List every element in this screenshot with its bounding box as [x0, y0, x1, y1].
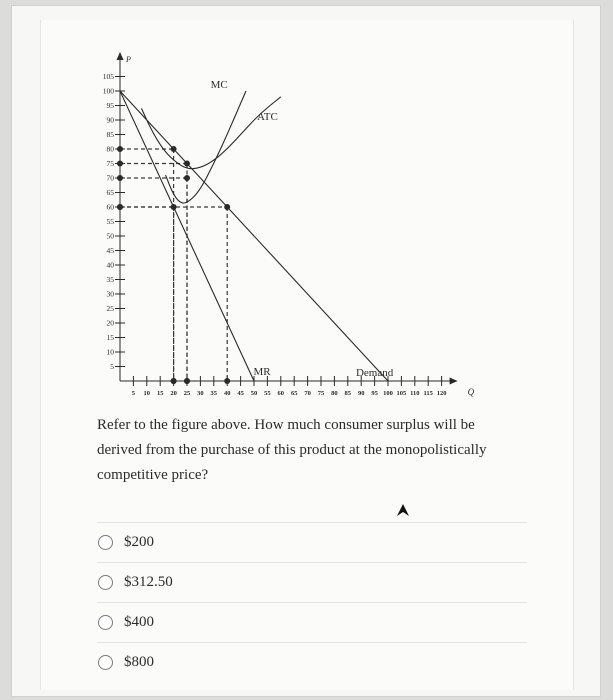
y-tick-label: 95 [106, 101, 114, 110]
radio-button[interactable] [98, 655, 113, 670]
x-tick-label: 35 [210, 390, 218, 397]
mc-curve [166, 91, 246, 203]
option-label: $312.50 [124, 573, 173, 590]
option-label: $800 [124, 653, 154, 670]
separator [97, 642, 527, 643]
question-text: Refer to the figure above. How much consumer surplus will be derived from the purchase of this product at the monopolistically competitive price? [97, 417, 487, 483]
x-tick-label: 15 [156, 390, 164, 397]
x-tick-label: 100 [383, 390, 393, 397]
axis-point [117, 161, 123, 167]
option-label: $200 [124, 533, 154, 550]
guide-point [184, 161, 190, 167]
x-tick-label: 65 [290, 390, 298, 397]
x-tick-label: 90 [357, 390, 365, 397]
x-tick-label: 30 [197, 390, 204, 397]
x-tick-label: 85 [344, 390, 352, 397]
y-tick-label: 105 [102, 72, 114, 81]
y-tick-label: 35 [106, 275, 114, 284]
x-tick-label: 5 [131, 390, 136, 397]
x-tick-label: 45 [237, 390, 244, 397]
y-tick-label: 50 [106, 231, 114, 241]
guide-point [224, 204, 230, 210]
x-tick-label: 115 [423, 390, 433, 397]
option-800[interactable] [98, 646, 154, 678]
x-tick-label: 10 [143, 390, 151, 397]
mc-label: MC [210, 79, 228, 92]
option-200[interactable] [98, 526, 154, 558]
atc-curve [141, 97, 280, 169]
x-tick-label: 80 [331, 390, 338, 397]
mr-label: MR [253, 366, 271, 378]
y-tick-label: 15 [106, 333, 114, 342]
x-tick-label: 55 [264, 390, 271, 397]
mr-curve [120, 91, 254, 381]
radio-button[interactable] [98, 615, 113, 630]
y-axis-label: P [126, 55, 131, 64]
x-tick-label: 110 [410, 390, 420, 397]
x-axis-label: Q [467, 387, 475, 397]
y-tick-label: 60 [106, 202, 114, 212]
y-tick-label: 30 [106, 289, 114, 299]
x-tick-label: 70 [304, 390, 311, 397]
y-tick-label: 70 [106, 173, 114, 183]
option-312-50[interactable] [98, 566, 173, 598]
axis-point [117, 204, 123, 210]
separator [97, 602, 527, 603]
y-tick-label: 100 [102, 86, 114, 96]
x-tick-label: 60 [277, 390, 285, 397]
guide-point [171, 204, 177, 210]
y-tick-label: 20 [106, 318, 114, 328]
y-tick-label: 25 [106, 304, 114, 313]
x-axis-arrow [450, 378, 458, 385]
y-tick-label: 90 [106, 115, 114, 125]
y-tick-label: 65 [106, 188, 114, 197]
x-tick-label: 40 [223, 390, 231, 397]
x-tick-label: 120 [436, 390, 447, 397]
y-tick-label: 10 [106, 347, 114, 357]
x-tick-label: 75 [317, 390, 325, 397]
y-tick-label: 80 [106, 144, 114, 154]
demand-label: Demand [355, 367, 394, 379]
y-tick-label: 45 [106, 246, 114, 255]
y-axis-arrow [117, 52, 124, 60]
axis-point [224, 378, 230, 384]
guide-point [184, 175, 190, 181]
separator [97, 522, 527, 523]
y-tick-label: 75 [106, 159, 114, 168]
y-tick-label: 85 [106, 130, 114, 139]
axis-point [171, 378, 177, 384]
option-label: $400 [124, 613, 154, 630]
guide-point [171, 146, 177, 152]
radio-button[interactable] [98, 535, 113, 550]
axis-point [117, 175, 123, 181]
x-tick-label: 105 [396, 390, 407, 397]
axis-point [117, 146, 123, 152]
y-tick-label: 5 [110, 362, 114, 371]
option-400[interactable] [98, 606, 154, 638]
radio-button[interactable] [98, 575, 113, 590]
axis-point [184, 378, 190, 384]
mouse-cursor-icon [396, 503, 410, 517]
atc-label: ATC [257, 111, 278, 123]
y-tick-label: 55 [106, 217, 114, 226]
separator [97, 562, 527, 563]
x-tick-label: 50 [250, 390, 258, 397]
y-tick-label: 40 [106, 260, 114, 270]
x-tick-label: 95 [371, 390, 378, 397]
demand-curve [120, 91, 388, 381]
x-tick-label: 25 [183, 390, 191, 397]
x-tick-label: 20 [170, 390, 177, 397]
